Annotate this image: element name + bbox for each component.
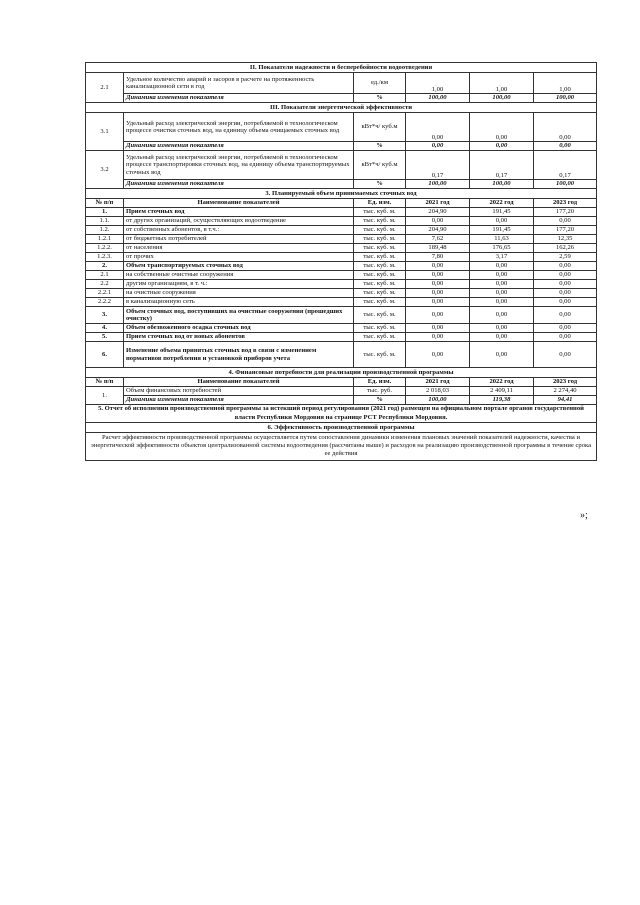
- value-cell: 0,00: [470, 271, 534, 280]
- value-cell: 0,00: [406, 307, 470, 324]
- section-efficiency: [86, 423, 597, 433]
- dynamics-label: Динамика изменения показателя: [124, 94, 354, 103]
- row-number: 1.1.: [86, 217, 124, 226]
- dynamics-label: Динамика изменения показателя: [124, 142, 354, 151]
- indicator-name: на очистные сооружения: [124, 289, 354, 298]
- unit-cell: кВт*ч/ куб.м: [354, 151, 406, 180]
- value-cell: 0,00: [534, 342, 597, 368]
- row-number: 2.2: [86, 280, 124, 289]
- row-number: 4.: [86, 324, 124, 333]
- value-cell: 189,48: [406, 244, 470, 253]
- indicator-name: от бюджетных потребителей: [124, 235, 354, 244]
- value-cell: 0,00: [406, 342, 470, 368]
- unit-cell: %: [354, 142, 406, 151]
- indicator-name: на собственные очистные сооружения: [124, 271, 354, 280]
- column-header: № п/п: [86, 378, 124, 387]
- dynamics-label: Динамика изменения показателя: [124, 180, 354, 189]
- header-row: [86, 199, 597, 208]
- value-cell: 0,00: [406, 262, 470, 271]
- value-cell: 2 409,11: [470, 387, 534, 396]
- value-cell: 0,00: [470, 280, 534, 289]
- unit-cell: тыс. куб. м.: [354, 307, 406, 324]
- section-report: [86, 405, 597, 423]
- value-cell: 0,00: [534, 262, 597, 271]
- table-row: [86, 289, 597, 298]
- table-row: [86, 298, 597, 307]
- value-cell: 0,17: [470, 151, 534, 180]
- value-cell: 1,00: [470, 73, 534, 94]
- value-cell: 0,00: [406, 333, 470, 342]
- value-cell: 0,00: [534, 271, 597, 280]
- value-cell: 12,35: [534, 235, 597, 244]
- table-row: [86, 324, 597, 333]
- unit-cell: %: [354, 180, 406, 189]
- table-row: [86, 262, 597, 271]
- value-cell: 0,00: [406, 142, 470, 151]
- table-row: [86, 208, 597, 217]
- row-number: 2.1: [86, 271, 124, 280]
- column-header: 2021 год: [406, 199, 470, 208]
- value-cell: 100,00: [470, 180, 534, 189]
- dynamics-row: [86, 94, 597, 103]
- indicator-name: от прочих: [124, 253, 354, 262]
- value-cell: 100,00: [470, 94, 534, 103]
- unit-cell: тыс. куб. м.: [354, 271, 406, 280]
- unit-cell: ед./км: [354, 73, 406, 94]
- table-row: [86, 342, 597, 368]
- value-cell: 0,00: [470, 113, 534, 142]
- column-header: 2023 год: [534, 378, 597, 387]
- indicator-name: Изменение объема принятых сточных вод в связи с изменением нормативов потребления и установкой приборов учета: [124, 342, 354, 368]
- value-cell: 0,00: [534, 280, 597, 289]
- unit-cell: тыс. куб. м.: [354, 280, 406, 289]
- value-cell: 0,00: [470, 324, 534, 333]
- indicator-name: другим организациям, в т. ч.:: [124, 280, 354, 289]
- value-cell: 177,20: [534, 226, 597, 235]
- closing-quote: »;: [580, 510, 588, 521]
- value-cell: 0,00: [406, 113, 470, 142]
- table-row: [86, 113, 597, 142]
- row-number: 1.2.1: [86, 235, 124, 244]
- indicator-name: Объем транспортируемых сточных вод: [124, 262, 354, 271]
- unit-cell: %: [354, 396, 406, 405]
- value-cell: 0,00: [406, 289, 470, 298]
- row-number: 1.2.: [86, 226, 124, 235]
- unit-cell: тыс. куб. м.: [354, 324, 406, 333]
- indicator-name: от собственных абонентов, в т.ч.:: [124, 226, 354, 235]
- value-cell: 0,00: [406, 217, 470, 226]
- row-number: 6.: [86, 342, 124, 368]
- column-header: Наименование показателей: [124, 199, 354, 208]
- value-cell: 176,65: [470, 244, 534, 253]
- indicator-name: Удельный расход электрической энергии, потребляемой в технологическом процессе очистки сточных вод, на единицу объема очищаемых сточных вод: [124, 113, 354, 142]
- value-cell: 0,00: [534, 298, 597, 307]
- value-cell: 2 274,40: [534, 387, 597, 396]
- unit-cell: тыс. куб. м.: [354, 298, 406, 307]
- table-row: [86, 253, 597, 262]
- row-number: 3.2: [86, 151, 124, 189]
- indicator-name: от населения: [124, 244, 354, 253]
- table-row: [86, 307, 597, 324]
- value-cell: 0,00: [470, 307, 534, 324]
- table-row: [86, 226, 597, 235]
- dynamics-label: Динамика изменения показателя: [124, 396, 354, 405]
- section-reliability: [86, 63, 597, 73]
- column-header: 2021 год: [406, 378, 470, 387]
- unit-cell: тыс. куб. м.: [354, 289, 406, 298]
- column-header: Ед. изм.: [354, 378, 406, 387]
- value-cell: 7,62: [406, 235, 470, 244]
- section-reliability-title: II. Показатели надежности и бесперебойности водоотведения: [86, 63, 597, 73]
- row-number: 1.: [86, 208, 124, 217]
- value-cell: 100,00: [534, 180, 597, 189]
- value-cell: 0,00: [470, 342, 534, 368]
- value-cell: 0,00: [534, 289, 597, 298]
- column-header: № п/п: [86, 199, 124, 208]
- header-row: [86, 378, 597, 387]
- value-cell: 94,41: [534, 396, 597, 405]
- row-number: 2.: [86, 262, 124, 271]
- unit-cell: тыс. куб. м.: [354, 333, 406, 342]
- table-row: [86, 151, 597, 180]
- indicator-name: от других организаций, осуществляющих водоотведение: [124, 217, 354, 226]
- indicator-name: Прием сточных вод: [124, 208, 354, 217]
- efficiency-paragraph: Расчет эффективности производственной программы осуществляется путем сопоставления динамики изменения плановых значений показателей надежности, качества и энергетической эффективности объектов централизованной системы водоотведения (рассчитаны выше) и расходов на реализацию производственной программы в течение срока ее действия: [86, 433, 597, 461]
- value-cell: 0,00: [534, 324, 597, 333]
- indicator-name: Объем сточных вод, поступивших на очистные сооружения (прошедших очистку): [124, 307, 354, 324]
- document-sheet: [85, 62, 596, 461]
- value-cell: 0,00: [534, 217, 597, 226]
- column-header: 2022 год: [470, 199, 534, 208]
- table-row: [86, 217, 597, 226]
- unit-cell: тыс. руб.: [354, 387, 406, 396]
- unit-cell: тыс. куб. м.: [354, 217, 406, 226]
- value-cell: 100,00: [406, 180, 470, 189]
- value-cell: 7,80: [406, 253, 470, 262]
- value-cell: 0,00: [406, 271, 470, 280]
- row-number: 2.2.1: [86, 289, 124, 298]
- value-cell: 100,00: [406, 94, 470, 103]
- value-cell: 100,00: [534, 94, 597, 103]
- value-cell: 0,00: [470, 217, 534, 226]
- value-cell: 0,00: [534, 333, 597, 342]
- unit-cell: тыс. куб. м.: [354, 262, 406, 271]
- value-cell: 0,17: [406, 151, 470, 180]
- value-cell: 191,45: [470, 208, 534, 217]
- unit-cell: тыс. куб. м.: [354, 208, 406, 217]
- value-cell: 162,26: [534, 244, 597, 253]
- indicator-name: Прием сточных вод от новых абонентов: [124, 333, 354, 342]
- row-number: 1.2.3.: [86, 253, 124, 262]
- dynamics-row: [86, 396, 597, 405]
- value-cell: 0,00: [470, 333, 534, 342]
- unit-cell: тыс. куб. м.: [354, 235, 406, 244]
- value-cell: 204,90: [406, 208, 470, 217]
- section-finance-title: 4. Финансовые потребности для реализации производственной программы: [86, 368, 597, 378]
- value-cell: 1,00: [534, 73, 597, 94]
- value-cell: 0,00: [470, 142, 534, 151]
- row-number: 2.1: [86, 73, 124, 103]
- table-row: [86, 280, 597, 289]
- column-header: 2023 год: [534, 199, 597, 208]
- row-number: 2.2.2: [86, 298, 124, 307]
- table-row: [86, 333, 597, 342]
- column-header: Ед. изм.: [354, 199, 406, 208]
- table-row: [86, 73, 597, 94]
- unit-cell: кВт*ч/ куб.м: [354, 113, 406, 142]
- value-cell: 0,00: [534, 142, 597, 151]
- unit-cell: тыс. куб. м.: [354, 253, 406, 262]
- section-volumes: [86, 189, 597, 199]
- value-cell: 0,00: [534, 113, 597, 142]
- value-cell: 0,00: [470, 289, 534, 298]
- value-cell: 3,17: [470, 253, 534, 262]
- section-finance: [86, 368, 597, 378]
- value-cell: 0,00: [470, 298, 534, 307]
- program-table: [85, 62, 597, 461]
- value-cell: 0,00: [406, 324, 470, 333]
- row-number: 1.2.2.: [86, 244, 124, 253]
- value-cell: 0,00: [470, 262, 534, 271]
- unit-cell: тыс. куб. м.: [354, 244, 406, 253]
- value-cell: 0,00: [406, 298, 470, 307]
- dynamics-row: [86, 180, 597, 189]
- row-number: 1.: [86, 387, 124, 405]
- value-cell: 177,20: [534, 208, 597, 217]
- indicator-name: в канализационную сеть: [124, 298, 354, 307]
- value-cell: 119,38: [470, 396, 534, 405]
- unit-cell: %: [354, 94, 406, 103]
- report-note: 5. Отчет об исполнении производственной программы за истекший период регулирования (2021 год) размещен на официальном портале органов государственной власти Республики Мордовия на странице РСТ Республики Мордовия.: [86, 405, 597, 423]
- indicator-name: Объем финансовых потребностей: [124, 387, 354, 396]
- indicator-name: Удельное количество аварий и засоров в расчете на протяженность канализационной сети в год: [124, 73, 354, 94]
- section-energy-title: III. Показатели энергетической эффективности: [86, 103, 597, 113]
- value-cell: 191,45: [470, 226, 534, 235]
- column-header: 2022 год: [470, 378, 534, 387]
- table-row: [86, 387, 597, 396]
- indicator-name: Удельный расход электрической энергии, потребляемой в технологическом процессе транспортировки сточных вод, на единицу объема транспортируемых сточных вод: [124, 151, 354, 180]
- table-row: [86, 235, 597, 244]
- value-cell: 2,59: [534, 253, 597, 262]
- table-row: [86, 271, 597, 280]
- row-number: 3.1: [86, 113, 124, 151]
- value-cell: 100,00: [406, 396, 470, 405]
- section-energy: [86, 103, 597, 113]
- value-cell: 1,00: [406, 73, 470, 94]
- indicator-name: Объем обезвоженного осадка сточных вод: [124, 324, 354, 333]
- dynamics-row: [86, 142, 597, 151]
- table-row: [86, 244, 597, 253]
- row-number: 5.: [86, 333, 124, 342]
- value-cell: 11,63: [470, 235, 534, 244]
- unit-cell: тыс. куб. м.: [354, 226, 406, 235]
- row-number: 3.: [86, 307, 124, 324]
- value-cell: 0,00: [406, 280, 470, 289]
- section-efficiency-title: 6. Эффективность производственной программы: [86, 423, 597, 433]
- column-header: Наименование показателей: [124, 378, 354, 387]
- unit-cell: тыс. куб. м.: [354, 342, 406, 368]
- value-cell: 204,90: [406, 226, 470, 235]
- efficiency-text: [86, 433, 597, 461]
- value-cell: 0,00: [534, 307, 597, 324]
- value-cell: 0,17: [534, 151, 597, 180]
- section-volumes-title: 3. Планируемый объем принимаемых сточных вод: [86, 189, 597, 199]
- value-cell: 2 018,03: [406, 387, 470, 396]
